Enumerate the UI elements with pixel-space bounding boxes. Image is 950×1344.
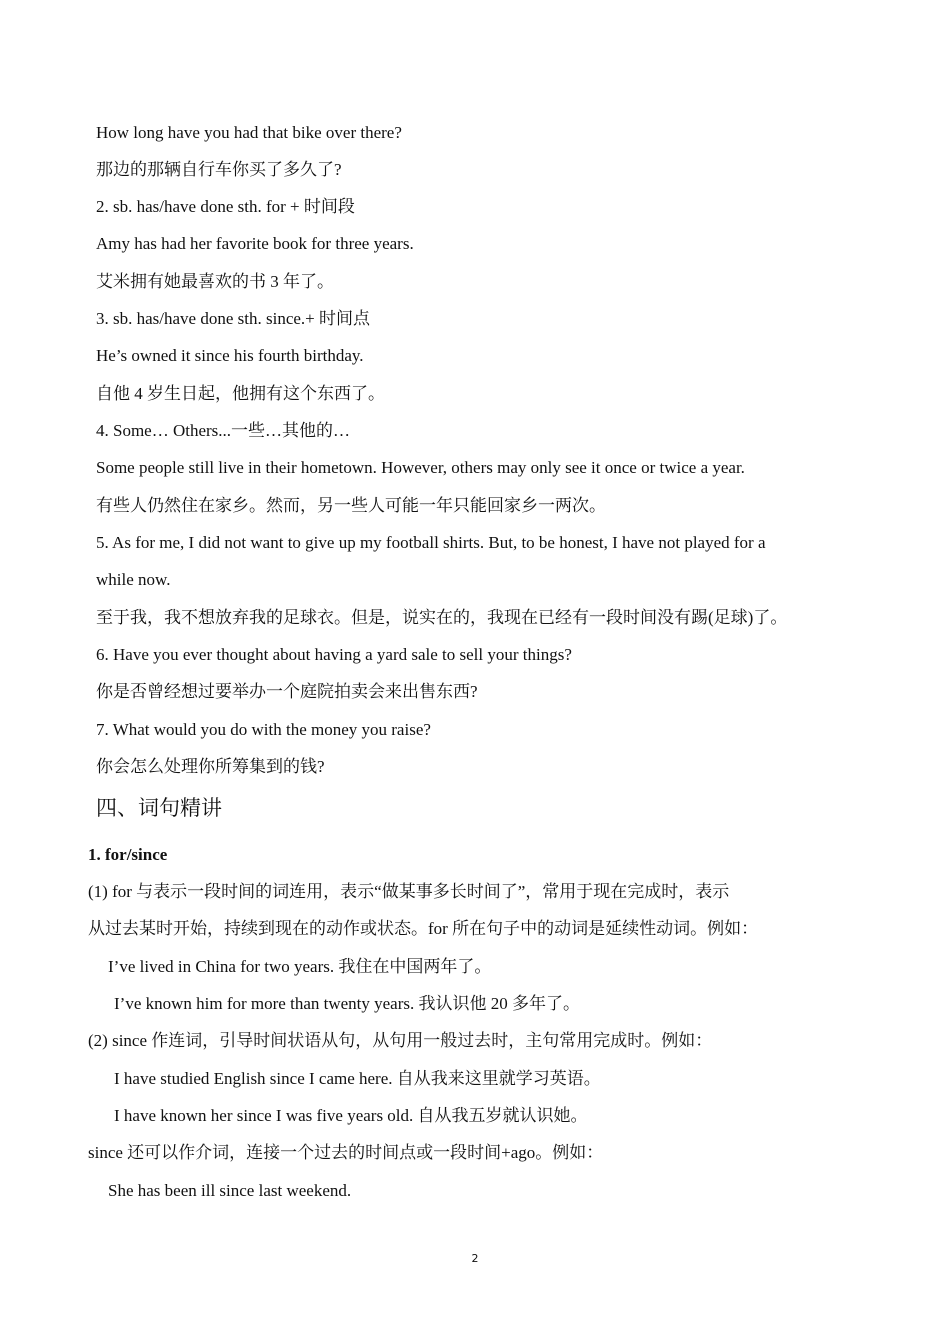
text-line: 艾米拥有她最喜欢的书 3 年了。 [96,272,334,291]
example-line: I have known her since I was five years old. 自从我五岁就认识她。 [114,1106,588,1125]
example-line: I have studied English since I came here. 自从我来这里就学习英语。 [114,1069,601,1088]
text-line: He’s owned it since his fourth birthday. [96,346,364,365]
section-heading: 四、词句精讲 [96,796,222,820]
text-line: 3. sb. has/have done sth. since.+ 时间点 [96,309,370,328]
text-line: 有些人仍然住在家乡。然而，另一些人可能一年只能回家乡一两次。 [96,496,606,515]
text-line: (2) since 作连词，引导时间状语从句，从句用一般过去时，主句常用完成时。例如： [88,1031,713,1050]
text-line: Amy has had her favorite book for three years. [96,234,414,253]
text-line: 你是否曾经想过要举办一个庭院拍卖会来出售东西? [96,682,478,701]
text-line: How long have you had that bike over there? [96,123,402,142]
example-line: I’ve lived in China for two years. 我住在中国两年了。 [108,957,492,976]
example-line: I’ve known him for more than twenty years. 我认识他 20 多年了。 [114,994,580,1013]
text-line: 自他 4 岁生日起，他拥有这个东西了。 [96,384,385,403]
text-line: 从过去某时开始，持续到现在的动作或状态。for 所在句子中的动词是延续性动词。例如： [88,919,759,938]
text-line: while now. [96,570,171,589]
page-number: 2 [471,1252,479,1265]
text-line: 2. sb. has/have done sth. for + 时间段 [96,197,355,216]
text-line: Some people still live in their hometown. However, others may only see it once or twice a year. [96,458,745,477]
text-line: 7. What would you do with the money you raise? [96,720,431,739]
text-line: 你会怎么处理你所筹集到的钱? [96,757,325,776]
text-line: since 还可以作介词，连接一个过去的时间点或一段时间+ago。例如： [88,1143,604,1162]
text-line: 6. Have you ever thought about having a yard sale to sell your things? [96,645,572,664]
text-line: 5. As for me, I did not want to give up my football shirts. But, to be honest, I have not played for a [96,533,766,552]
text-line: 那边的那辆自行车你买了多久了? [96,160,342,179]
example-line: She has been ill since last weekend. [108,1181,352,1200]
text-line: 4. Some… Others...一些…其他的… [96,421,351,440]
subsection-heading: 1. for/since [88,845,168,864]
text-line: 至于我，我不想放弃我的足球衣。但是，说实在的，我现在已经有一段时间没有踢(足球)了。 [96,608,788,627]
text-line: (1) for 与表示一段时间的词连用，表示“做某事多长时间了”，常用于现在完成时，表示 [88,882,730,901]
